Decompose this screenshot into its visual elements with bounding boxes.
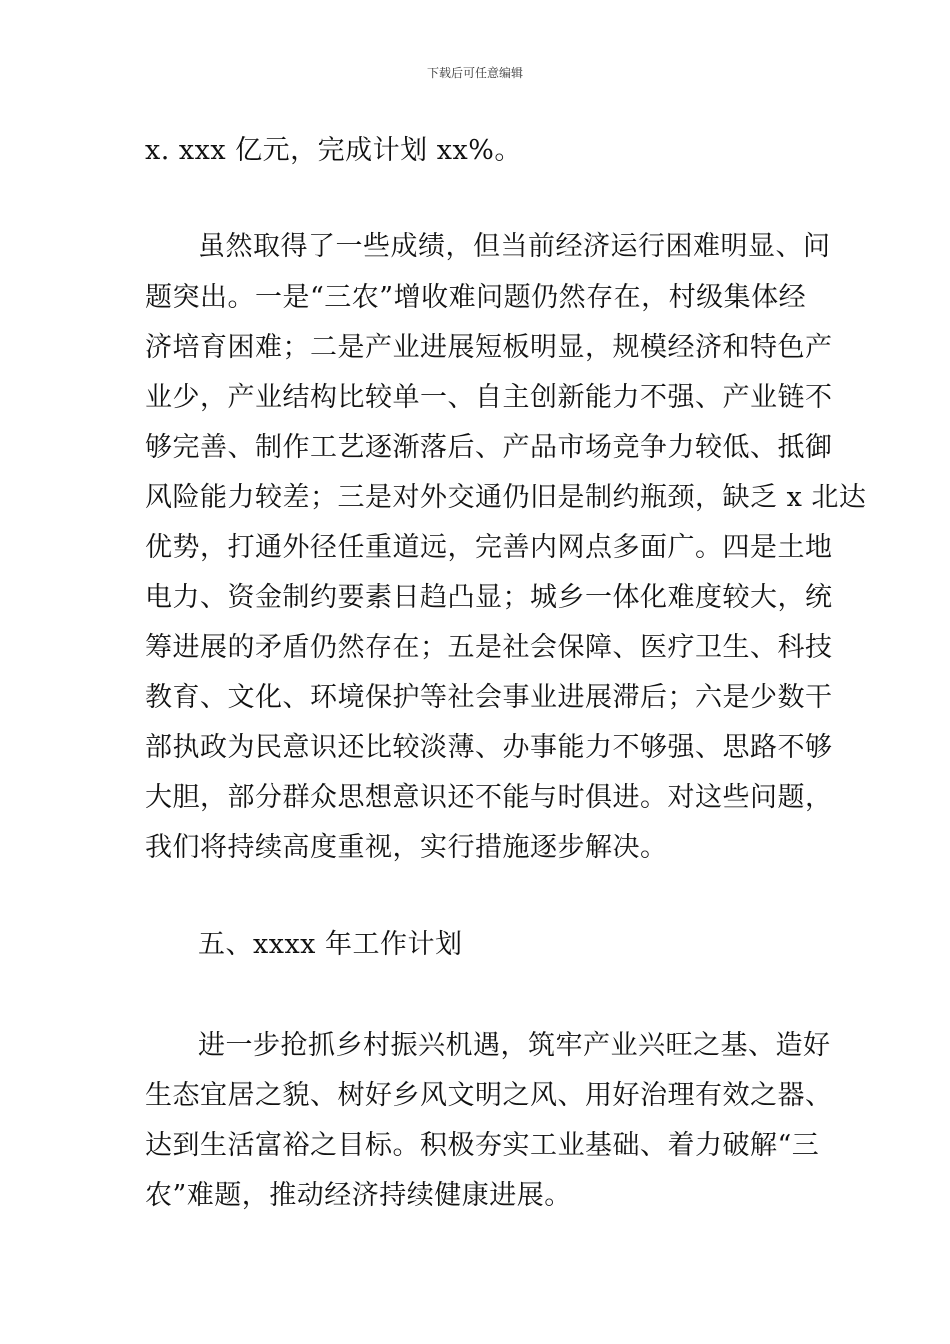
text-line: 教育、文化、环境保护等社会事业进展滞后；六是少数干 [145, 682, 833, 713]
text-line: 农”难题，推动经济持续健康进展。 [145, 1180, 572, 1211]
text-line: 虽然取得了一些成绩，但当前经济运行困难明显、问 [198, 231, 831, 262]
text-line: 我们将持续高度重视，实行措施逐步解决。 [145, 832, 668, 863]
section-heading: 五、xxxx 年工作计划 [198, 929, 463, 960]
text-line: 生态宜居之貌、树好乡风文明之风、用好治理有效之器、 [145, 1080, 833, 1111]
page-header: 下载后可任意编辑 [426, 66, 523, 80]
text-line: 优势，打通外径任重道远，完善内网点多面广。四是土地 [145, 532, 833, 563]
text-line: 够完善、制作工艺逐渐落后、产品市场竞争力较低、抵御 [145, 432, 833, 463]
text-line: 达到生活富裕之目标。积极夯实工业基础、着力破解“三 [145, 1130, 820, 1161]
text-line: 部执政为民意识还比较淡薄、办事能力不够强、思路不够 [145, 732, 833, 763]
text-line: 业少，产业结构比较单一、自主创新能力不强、产业链不 [145, 382, 833, 413]
text-line: 进一步抢抓乡村振兴机遇，筑牢产业兴旺之基、造好 [198, 1030, 831, 1061]
text-line: 济培育困难；二是产业进展短板明显，规模经济和特色产 [145, 332, 833, 363]
text-line: 筹进展的矛盾仍然存在；五是社会保障、医疗卫生、科技 [145, 632, 833, 663]
text-line: 题突出。一是“三农”增收难问题仍然存在，村级集体经 [145, 282, 807, 313]
text-line: 电力、资金制约要素日趋凸显；城乡一体化难度较大，统 [145, 582, 833, 613]
text-line: 大胆，部分群众思想意识还不能与时俱进。对这些问题， [145, 782, 833, 813]
text-line: x. xxx 亿元，完成计划 xx%。 [145, 135, 522, 166]
text-line: 风险能力较差；三是对外交通仍旧是制约瓶颈，缺乏 x 北达 [145, 482, 867, 513]
